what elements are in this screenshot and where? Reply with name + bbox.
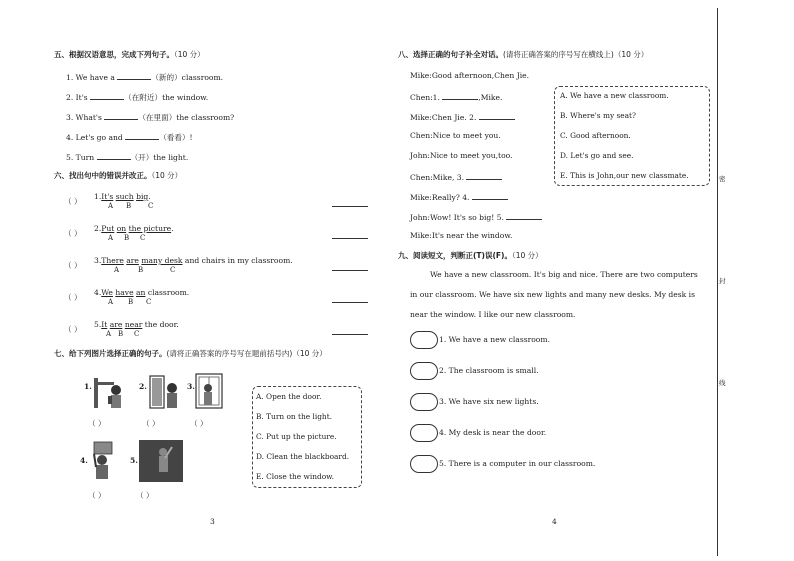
s5-item-1-b: （新的）classroom. — [151, 73, 224, 82]
s6-letter-c-4: C — [146, 298, 152, 306]
s6-num-1: 1. — [94, 192, 102, 201]
put-up-picture-picture — [88, 440, 122, 484]
s6-item-4 — [94, 288, 189, 297]
dialog-line-3-a: Mike:Chen Jie. 2. — [410, 113, 479, 122]
s5-item-5-a: 5. Turn — [66, 153, 97, 162]
dialog-line-6-a: Chen:Mike, 3. — [410, 173, 467, 182]
section5-title-text: 五、根据汉语意思，完成下列句子。 — [54, 50, 174, 59]
s6-paren-5[interactable]: （ ） — [64, 325, 82, 334]
s7-option-e: E. Close the window. — [256, 472, 334, 481]
pic-paren-1[interactable]: （ ） — [88, 419, 106, 428]
dialog-blank-2[interactable] — [479, 111, 515, 120]
pic-paren-4[interactable]: （ ） — [88, 491, 106, 500]
s6-underline-a-1: It's — [101, 192, 114, 201]
s5-blank-4[interactable] — [125, 131, 159, 140]
s6-underline-c-1: big — [136, 192, 149, 201]
s6-answer-line-5[interactable] — [332, 334, 368, 335]
s8-option-d: D. Let's go and see. — [560, 151, 634, 160]
s6-num-4: 4. — [94, 288, 102, 297]
passage-line-3: near the window. I like our new classroom. — [410, 310, 576, 319]
pic-num-2: 2. — [139, 382, 147, 391]
s8-option-b: B. Where's my seat? — [560, 111, 636, 120]
s6-underline-a-4: We — [101, 288, 113, 297]
dialog-line-7-a: Mike:Really? 4. — [410, 193, 472, 202]
dialog-line-2 — [410, 91, 502, 102]
s6-letter-a-3: A — [114, 266, 120, 274]
s6-answer-line-2[interactable] — [332, 238, 368, 239]
s5-item-2 — [66, 91, 208, 103]
s7-option-c: C. Put up the picture. — [256, 432, 337, 441]
s5-item-3-a: 3. What's — [66, 113, 105, 122]
s6-item-1 — [94, 192, 151, 201]
s5-item-4 — [66, 131, 193, 143]
s6-underline-c-3: many desk — [141, 256, 183, 265]
s6-answer-line-1[interactable] — [332, 206, 368, 207]
s5-item-3 — [66, 111, 234, 123]
s6-underline-a-5: It — [101, 320, 108, 329]
s8-option-e: E. This is John,our new classmate. — [560, 171, 689, 180]
s6-letter-a-1: A — [108, 202, 114, 210]
section8-points: （10 分） — [613, 50, 649, 59]
page-number-right: 4 — [552, 517, 557, 526]
s6-end-5: the door. — [142, 320, 179, 329]
margin-char-3: 线 — [719, 379, 726, 387]
s6-end-3: and chairs in my classroom. — [182, 256, 293, 265]
s5-item-1-a: 1. We have a — [66, 73, 118, 82]
pic-num-4: 4. — [80, 456, 88, 465]
seal-line — [717, 8, 718, 556]
dialog-line-9: Mike:It's near the window. — [410, 231, 513, 240]
pic-paren-2[interactable]: （ ） — [142, 419, 160, 428]
s6-item-5 — [94, 320, 179, 329]
section7-points: （10 分） — [292, 349, 327, 358]
s5-item-2-b: （在附近）the window. — [124, 93, 209, 102]
s6-num-3: 3. — [94, 256, 102, 265]
dialog-line-2-a: Chen:1. — [410, 93, 443, 102]
tf-item-3: 3. We have six new lights. — [439, 397, 539, 406]
dialog-line-8-a: John:Wow! It's so big! 5. — [410, 213, 507, 222]
answer-cloud-4[interactable] — [410, 424, 438, 442]
s6-underline-c-2: the picture — [128, 224, 172, 233]
dialog-line-1: Mike:Good afternoon,Chen Jie. — [410, 71, 530, 80]
margin-char-2: 封 — [719, 277, 726, 285]
section8-note: (请将正确答案的序号写在横线上) — [503, 50, 614, 59]
s6-letter-a-2: A — [108, 234, 114, 242]
answer-cloud-1[interactable] — [410, 331, 438, 349]
blackboard-picture — [139, 440, 183, 482]
s6-underline-b-3: are — [126, 256, 139, 265]
section5-points: （10 分） — [174, 50, 205, 59]
s6-letter-b-4: B — [128, 298, 134, 306]
section9-points: （10 分） — [511, 251, 543, 260]
s6-letter-a-5: A — [106, 330, 112, 338]
dialog-line-4: Chen:Nice to meet you. — [410, 131, 501, 140]
s6-letter-c-3: C — [170, 266, 176, 274]
s6-paren-1[interactable]: （ ） — [64, 197, 82, 206]
dialog-line-7 — [410, 191, 508, 202]
dialog-line-8 — [410, 211, 542, 222]
s6-letter-b-3: B — [138, 266, 144, 274]
s6-end-2: . — [171, 224, 174, 233]
s6-underline-a-3: There — [101, 256, 124, 265]
dialog-line-5: John:Nice to meet you,too. — [410, 151, 513, 160]
dialog-line-3 — [410, 111, 515, 122]
pic-num-3: 3. — [187, 382, 195, 391]
s6-underline-a-2: Put — [101, 224, 115, 233]
s5-blank-5[interactable] — [97, 151, 131, 160]
dialog-blank-4[interactable] — [472, 191, 508, 200]
s5-item-1 — [66, 71, 223, 83]
pic-paren-3[interactable]: （ ） — [190, 419, 208, 428]
door-picture — [146, 374, 182, 412]
dialog-blank-1[interactable] — [442, 91, 478, 100]
s6-letter-c-2: C — [140, 234, 146, 242]
tf-item-1: 1. We have a new classroom. — [439, 335, 550, 344]
s7-option-a: A. Open the door. — [256, 392, 322, 401]
margin-char-1: 密 — [719, 175, 726, 183]
s6-paren-3[interactable]: （ ） — [64, 261, 82, 270]
s6-letter-c-5: C — [134, 330, 140, 338]
s6-underline-b-5: are — [109, 320, 123, 329]
answer-cloud-2[interactable] — [410, 362, 438, 380]
s5-blank-3[interactable] — [104, 111, 138, 120]
tf-item-4: 4. My desk is near the door. — [439, 428, 547, 437]
dialog-blank-5[interactable] — [506, 211, 542, 220]
answer-cloud-5[interactable] — [410, 455, 438, 473]
section7-title — [54, 348, 327, 359]
s6-letter-c-1: C — [148, 202, 154, 210]
answer-cloud-3[interactable] — [410, 393, 438, 411]
section6-title-text: 六、找出句中的错误并改正。 — [54, 171, 152, 180]
pic-num-1: 1. — [84, 382, 92, 391]
s6-letter-b-5: B — [118, 330, 124, 338]
s6-num-2: 2. — [94, 224, 102, 233]
s6-end-1: . — [148, 192, 151, 201]
s6-end-4: classroom. — [145, 288, 190, 297]
s7-option-d: D. Clean the blackboard. — [256, 452, 350, 461]
page-number-left: 3 — [210, 517, 215, 526]
section5-title — [54, 49, 205, 60]
dialog-line-2-b: ,Mike. — [478, 93, 503, 102]
tf-item-5: 5. There is a computer in our classroom. — [439, 459, 596, 468]
s6-letter-a-4: A — [108, 298, 114, 306]
s6-answer-line-3[interactable] — [332, 270, 368, 271]
s5-item-4-a: 4. Let's go and — [66, 133, 126, 142]
s6-item-3 — [94, 256, 293, 265]
s8-option-a: A. We have a new classroom. — [560, 91, 669, 100]
section9-title — [398, 250, 543, 261]
tf-item-2: 2. The classroom is small. — [439, 366, 539, 375]
section8-title-text: 八、选择正确的句子补全对话。 — [398, 50, 503, 59]
s6-underline-c-5: near — [124, 320, 143, 329]
dialog-line-6 — [410, 171, 502, 182]
s6-answer-line-4[interactable] — [332, 302, 368, 303]
section7-note: (请将正确答案的序号写在题前括号内) — [166, 349, 293, 358]
s8-option-c: C. Good afternoon. — [560, 131, 631, 140]
light-switch-picture — [92, 374, 132, 412]
section6-points: （10 分） — [151, 171, 183, 180]
section6-title — [54, 170, 182, 181]
s5-item-5 — [66, 151, 188, 163]
s5-item-5-b: （开）the light. — [130, 153, 189, 162]
s6-letter-b-1: B — [126, 202, 132, 210]
section8-title — [398, 49, 648, 60]
window-picture — [194, 372, 228, 412]
s6-letter-b-2: B — [124, 234, 130, 242]
s6-underline-b-2: on — [116, 224, 127, 233]
dialog-blank-3[interactable] — [466, 171, 502, 180]
s6-num-5: 5. — [94, 320, 102, 329]
section7-title-text: 七、给下列图片选择正确的句子。 — [54, 349, 167, 358]
s5-item-3-b: （在里面）the classroom? — [138, 113, 235, 122]
section9-title-text: 九、阅读短文，判断正(T)误(F)。 — [398, 251, 512, 260]
pic-num-5: 5. — [130, 456, 138, 465]
passage-line-1: We have a new classroom. It's big and nice. There are two computers — [430, 270, 698, 279]
s6-underline-b-4: have — [115, 288, 134, 297]
s6-paren-2[interactable]: （ ） — [64, 229, 82, 238]
s7-option-b: B. Turn on the light. — [256, 412, 333, 421]
s6-underline-b-1: such — [115, 192, 134, 201]
pic-paren-5[interactable]: （ ） — [136, 491, 154, 500]
s5-blank-2[interactable] — [90, 91, 124, 100]
passage-line-2: in our classroom. We have six new lights and many new desks. My desk is — [410, 290, 696, 299]
s5-item-4-b: （看看）! — [159, 133, 193, 142]
s5-blank-1[interactable] — [117, 71, 151, 80]
s5-item-2-a: 2. It's — [66, 93, 91, 102]
s6-item-2 — [94, 224, 174, 233]
s6-underline-c-4: an — [135, 288, 146, 297]
s6-paren-4[interactable]: （ ） — [64, 293, 82, 302]
